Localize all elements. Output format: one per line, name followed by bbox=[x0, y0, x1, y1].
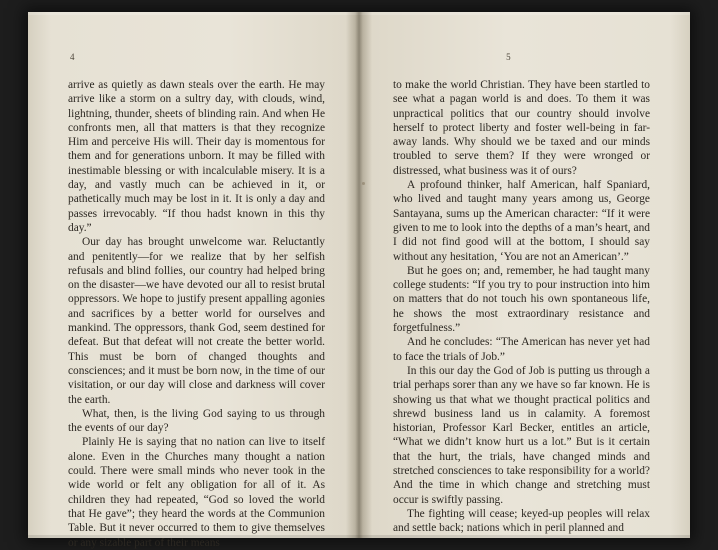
paragraph: The fighting will cease; keyed-up peoples will relax and settle back; nations which in peril planned and bbox=[393, 507, 650, 535]
right-page-text bbox=[393, 78, 650, 536]
paragraph: Our day has brought unwelcome war. Reluctantly and penitently—for we realize that by her selfish refusals and blind follies, our country had helped bring on the disaster—we have devoted our all to resist brutal oppressors. We hope to justify present appalling agonies and sacrifices by a better world for ourselves and mankind. The oppressors, thank God, seem destined for defeat. But that defeat will not create the better world. This must be born of changed thoughts and consciences; and it must be born now, in the time of our visitation, or our day will close and darkness will cover the earth. bbox=[68, 236, 325, 406]
book-spread bbox=[28, 12, 690, 549]
paragraph: What, then, is the living God saying to us through the events of our day? bbox=[68, 407, 325, 435]
paragraph: Plainly He is saying that no nation can live to itself alone. Even in the Churches many thought a nation could. There were small minds who never took in the wide world or felt any obligation for all of it. As children they had repeated, “God so loved the world that He gave”; they heard the words at the Communion Table. But it never occurred to them to give themselves or any sizable part of their means bbox=[68, 436, 325, 549]
paragraph: And he concludes: “The American has never yet had to face the trials of Job.” bbox=[393, 336, 650, 363]
left-page-text bbox=[68, 78, 325, 550]
paragraph: In this our day the God of Job is putting us through a trial perhaps sorer than any we have so far known. He is showing us that what we thought practical politics and shrewd business land us in calamity. A foremost historian, Professor Karl Becker, entitles an article, “What we didn’t know hurt us a lot.” But is it certain that the hurt, the trials, have changed minds and stretched consciences to take responsibility for a world? And the time in which change and stretching must occur is swiftly passing. bbox=[393, 364, 650, 506]
paragraph: But he goes on; and, remember, he had taught many college students: “If you try to pour instruction into him on matters that do not touch his own spontaneous life, he shows the most extraordinary resistance and forgetfulness.” bbox=[393, 264, 650, 335]
page-number-right: 5 bbox=[506, 52, 511, 62]
paragraph: arrive as quietly as dawn steals over the earth. He may arrive like a storm on a sultry day, with clouds, wind, lightning, thunder, sheets of blinding rain. And when He confronts men, all that matters is that they recognize Him and perceive His will. Their day is momentous for them and for generations unborn. It may be filled with inestimable blessing or with incalculable misery. It is a day, and vastly much can be achieved in it, or pathetically much may be lost in it. It is only a day and passes irrevocably. “If thou hadst known in this thy day.” bbox=[68, 79, 325, 234]
right-page bbox=[359, 12, 690, 538]
left-page bbox=[28, 12, 359, 549]
page-edge-highlight bbox=[359, 12, 690, 15]
page-number-left: 4 bbox=[70, 52, 75, 62]
paragraph: to make the world Christian. They have been startled to see what a pagan world is and does. To them it was unpractical politics that our country should involve herself to protect liberty and foster well-being in far-away lands. Why should we be taxed and our minds troubled to serve them? If they were wronged or distressed, what business was it of ours? bbox=[393, 79, 650, 177]
page-edge-highlight bbox=[28, 12, 359, 15]
paragraph: A profound thinker, half American, half Spaniard, who lived and taught many years among us, George Santayana, sums up the American character: “If it were given to me to look into the depths of a man’s heart, and I did not find good will at the bottom, I should say without any hesitation, ‘You are not an American’.” bbox=[393, 179, 650, 263]
